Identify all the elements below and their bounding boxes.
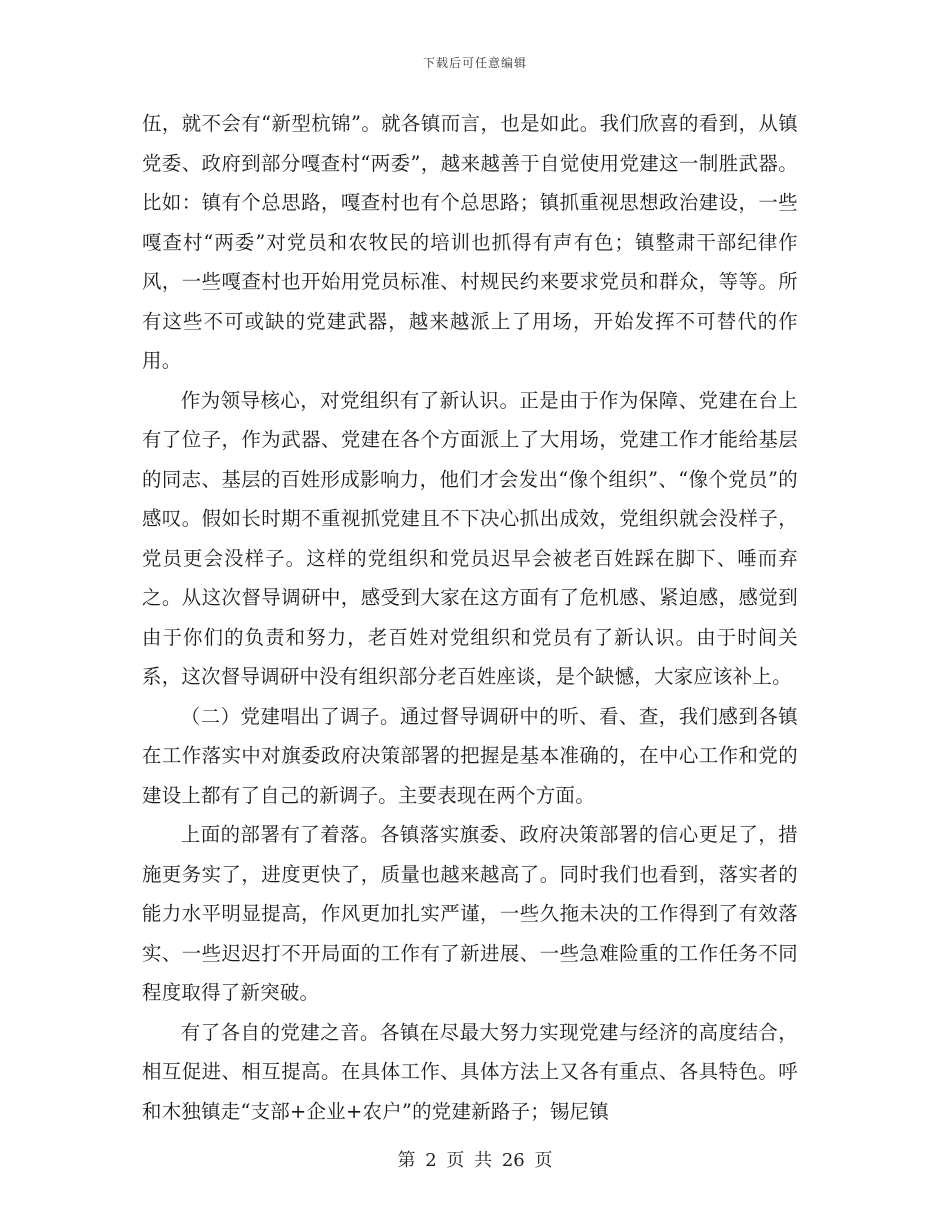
page-header: 下载后可任意编辑 (422, 56, 527, 70)
paragraph-2: 作为领导核心，对党组织有了新认识。正是由于作为保障、党建在台上有了位子，作为武器、党建在各个方面派上了大用场，党建工作才能给基层的同志、基层的百姓形成影响力，他们才会发出“像个组织”、“像个党员”的感叹。假如长时期不重视抓党建且不下决心抓出成效，党组织就会没样子，党员更会没样子。这样的党组织和党员迟早会被老百姓踩在脚下、唾而弃之。从这次督导调研中，感受到大家在这方面有了危机感、紧迫感，感觉到由于你们的负责和努力，老百姓对党组织和党员有了新认识。由于时间关系，这次督导调研中没有组织部分老百姓座谈，是个缺憾，大家应该补上。 (142, 388, 798, 688)
paragraph-1: 伍，就不会有“新型杭锦”。就各镇而言，也是如此。我们欣喜的看到，从镇党委、政府到部分嘎查村“两委”，越来越善于自觉使用党建这一制胜武器。比如：镇有个总思路，嘎查村也有个总思路；镇抓重视思想政治建设，一些嘎查村“两委”对党员和农牧民的培训也抓得有声有色；镇整肃干部纪律作风，一些嘎查村也开始用党员标准、村规民约来要求党员和群众，等等。所有这些不可或缺的党建武器，越来越派上了用场，开始发挥不可替代的作用。 (142, 112, 798, 372)
page-footer: 第 2 页 共 26 页 (397, 1150, 553, 1171)
paragraph-4: 上面的部署有了着落。各镇落实旗委、政府决策部署的信心更足了，措施更务实了，进度更快了，质量也越来越高了。同时我们也看到，落实者的能力水平明显提高，作风更加扎实严谨，一些久拖未决的工作得到了有效落实、一些迟迟打不开局面的工作有了新进展、一些急难险重的工作任务不同程度取得了新突破。 (142, 823, 798, 1004)
paragraph-3: （二）党建唱出了调子。通过督导调研中的听、看、查，我们感到各镇在工作落实中对旗委政府决策部署的把握是基本准确的，在中心工作和党的建设上都有了自己的新调子。主要表现在两个方面。 (142, 704, 798, 807)
paragraph-5: 有了各自的党建之音。各镇在尽最大努力实现党建与经济的高度结合，相互促进、相互提高。在具体工作、具体方法上又各有重点、各具特色。呼和木独镇走“支部+企业+农户”的党建新路子；锡尼镇 (142, 1020, 798, 1123)
document-body (142, 104, 798, 1131)
